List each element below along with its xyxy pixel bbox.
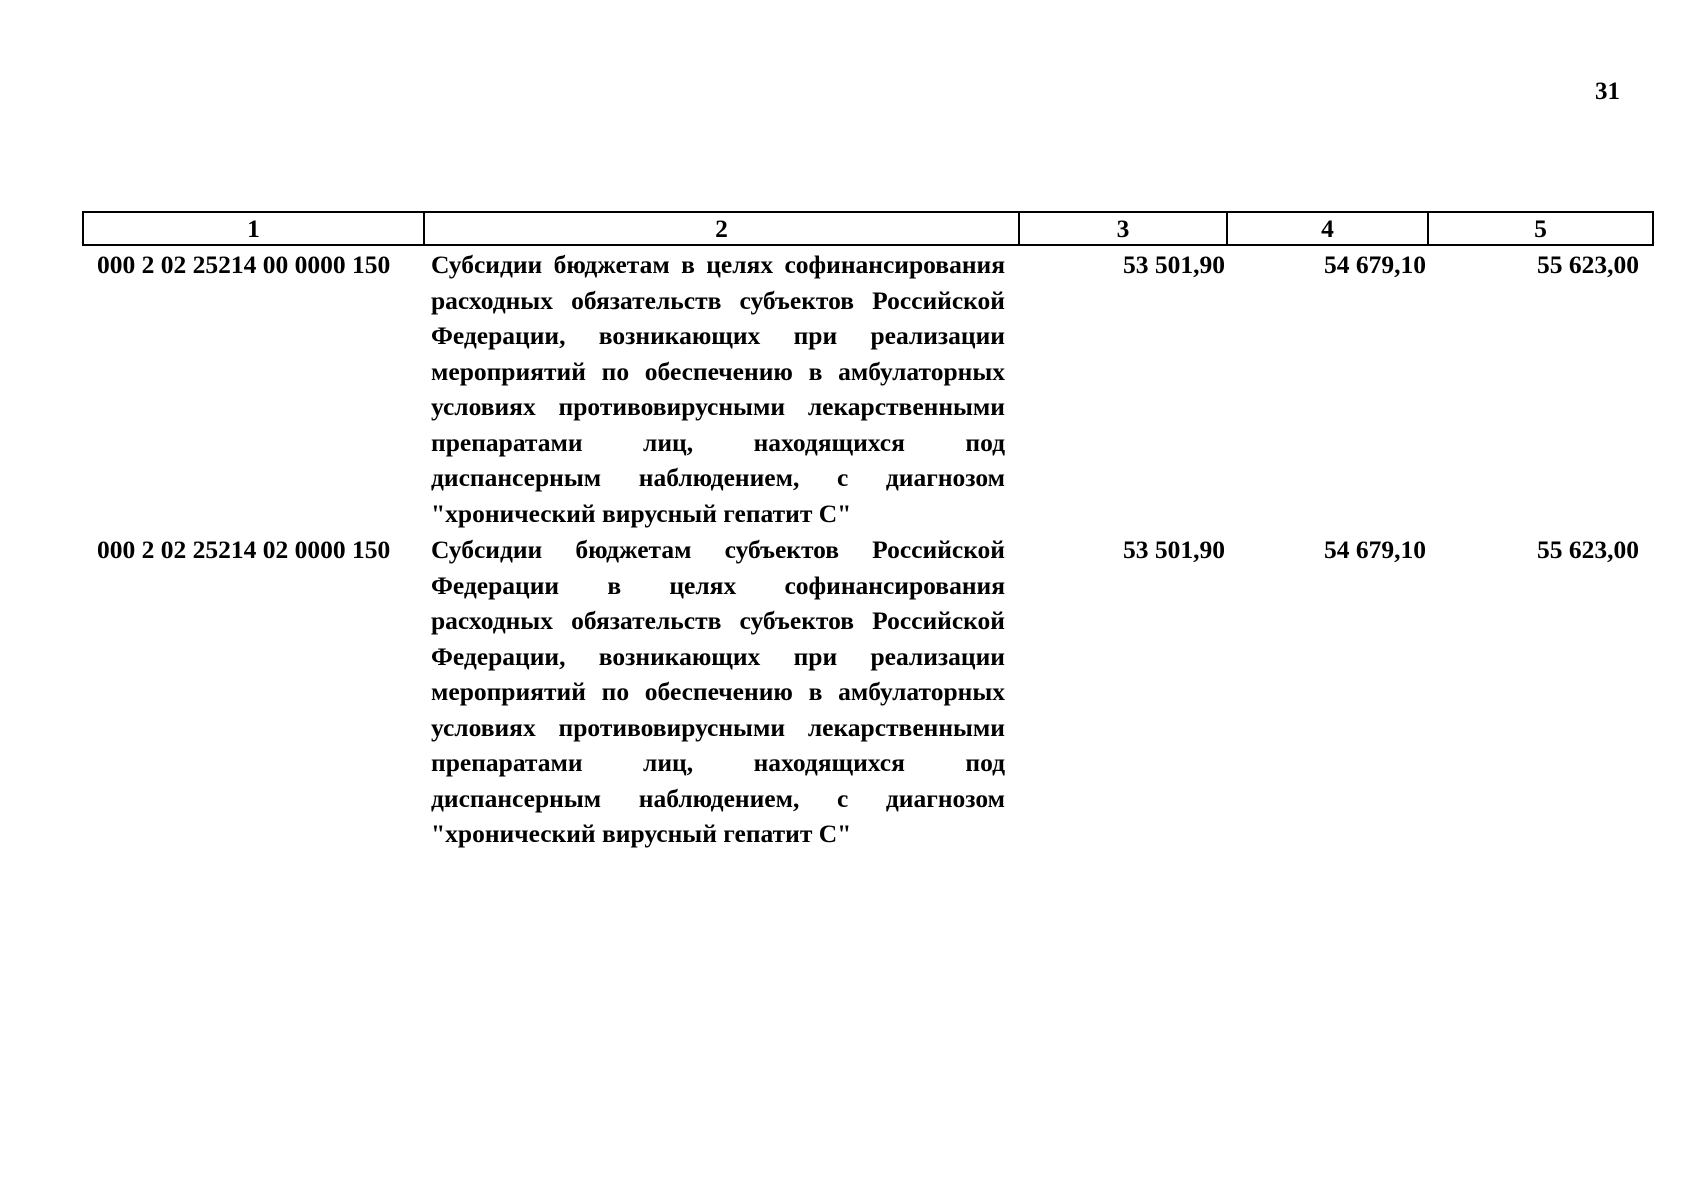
column-header-1: 1 bbox=[83, 212, 424, 245]
table-row bbox=[83, 531, 1653, 852]
column-header-3: 3 bbox=[1019, 212, 1227, 245]
table-header-row bbox=[83, 212, 1653, 245]
column-header-5: 5 bbox=[1428, 212, 1653, 245]
budget-description: Субсидии бюджетам субъектов Российской Федерации в целях софинансирования расходных обязательств субъектов Российской Федерации, возникающих при реализации мероприятий по обеспечению в амбулаторных условиях противовирусными лекарственными препаратами лиц, находящихся под диспансерным наблюдением, с диагнозом "хронический вирусный гепатит С" bbox=[431, 535, 1005, 848]
table-row bbox=[83, 245, 1653, 531]
amount-col3: 53 501,90 bbox=[1123, 535, 1225, 564]
column-header-4: 4 bbox=[1227, 212, 1428, 245]
amount-col5: 55 623,00 bbox=[1537, 535, 1639, 564]
amount-col4: 54 679,10 bbox=[1324, 250, 1426, 279]
budget-code: 000 2 02 25214 00 0000 150 bbox=[97, 250, 391, 279]
budget-description: Субсидии бюджетам в целях софинансирования расходных обязательств субъектов Российской Федерации, возникающих при реализации мероприятий по обеспечению в амбулаторных условиях противовирусными лекарственными препаратами лиц, находящихся под диспансерным наблюдением, с диагнозом "хронический вирусный гепатит С" bbox=[431, 250, 1005, 528]
column-header-2: 2 bbox=[424, 212, 1019, 245]
page-number: 31 bbox=[1595, 78, 1620, 105]
amount-col4: 54 679,10 bbox=[1324, 535, 1426, 564]
budget-table bbox=[82, 211, 1654, 852]
amount-col3: 53 501,90 bbox=[1123, 250, 1225, 279]
budget-code: 000 2 02 25214 02 0000 150 bbox=[97, 535, 391, 564]
amount-col5: 55 623,00 bbox=[1537, 250, 1639, 279]
